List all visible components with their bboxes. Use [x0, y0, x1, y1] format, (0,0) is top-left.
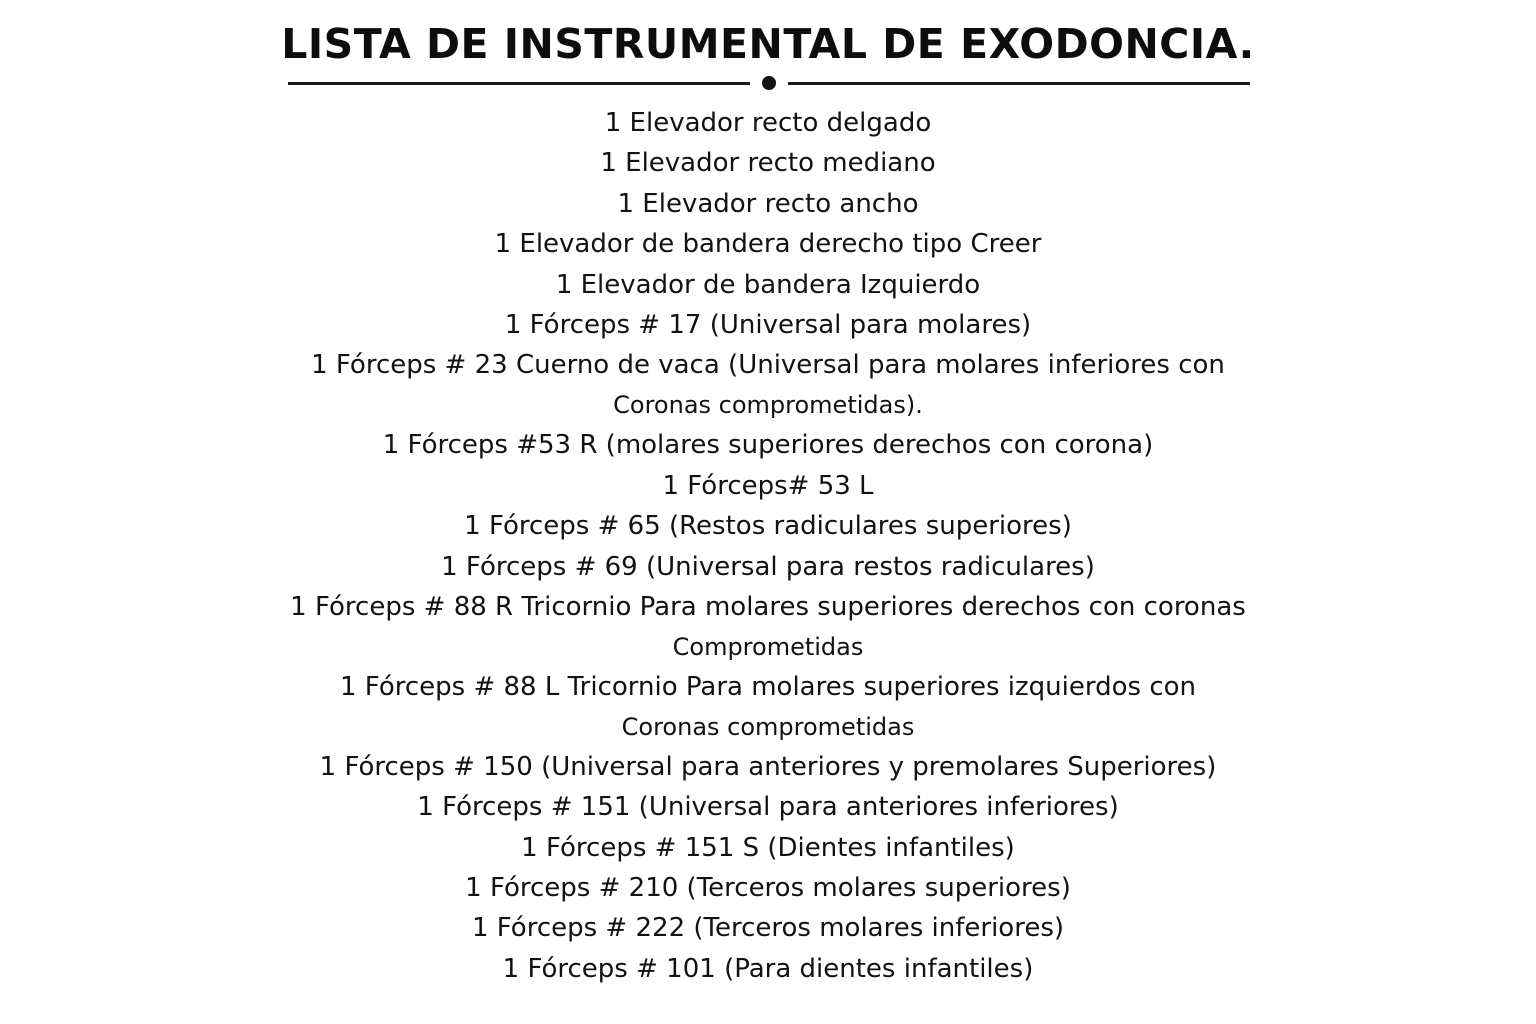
list-item: 1 Elevador recto mediano: [600, 148, 936, 179]
list-item: 1 Fórceps # 150 (Universal para anteriores y premolares Superiores): [319, 751, 1217, 782]
divider-line-left: [288, 82, 750, 85]
list-item: 1 Fórceps # 222 (Terceros molares inferiores): [471, 913, 1065, 944]
instrument-list: [0, 104, 1536, 990]
list-item: 1 Elevador recto delgado: [604, 108, 932, 138]
document-title: LISTA DE INSTRUMENTAL DE EXODONCIA.: [281, 20, 1255, 68]
list-item-line: Comprometidas: [672, 632, 864, 661]
title-divider: [288, 82, 1250, 85]
list-item: 1 Fórceps # 151 S (Dientes infantiles): [521, 832, 1015, 863]
list-item-line: 1 Fórceps # 88 R Tricornio Para molares superiores derechos con coronas: [290, 591, 1246, 622]
list-item: [0, 588, 1536, 668]
list-item: [0, 668, 1536, 748]
list-item: 1 Fórceps# 53 L: [662, 470, 874, 501]
list-item: 1 Fórceps # 69 (Universal para restos radiculares): [441, 551, 1095, 582]
list-item: 1 Fórceps # 101 (Para dientes infantiles): [502, 953, 1034, 984]
list-item-line: 1 Fórceps # 88 L Tricornio Para molares superiores izquierdos con: [339, 671, 1197, 702]
list-item-line: 1 Fórceps # 23 Cuerno de vaca (Universal para molares inferiores con: [311, 350, 1225, 381]
list-item: 1 Elevador de bandera derecho tipo Creer: [494, 229, 1042, 260]
divider-dot-icon: [762, 76, 776, 90]
list-item: 1 Fórceps # 151 (Universal para anteriores inferiores): [417, 792, 1119, 823]
list-item: [0, 346, 1536, 426]
list-item: 1 Fórceps # 65 (Restos radiculares superiores): [464, 511, 1072, 542]
list-item: 1 Fórceps # 17 (Universal para molares): [504, 309, 1032, 340]
list-item: 1 Fórceps #53 R (molares superiores derechos con corona): [382, 430, 1154, 461]
list-item-line: Coronas comprometidas).: [613, 391, 923, 420]
list-item: 1 Fórceps # 210 (Terceros molares superiores): [465, 873, 1071, 904]
list-item-line: Coronas comprometidas: [621, 712, 915, 741]
divider-line-right: [788, 82, 1250, 85]
list-item: 1 Elevador recto ancho: [617, 188, 919, 219]
list-item: 1 Elevador de bandera Izquierdo: [555, 269, 981, 300]
